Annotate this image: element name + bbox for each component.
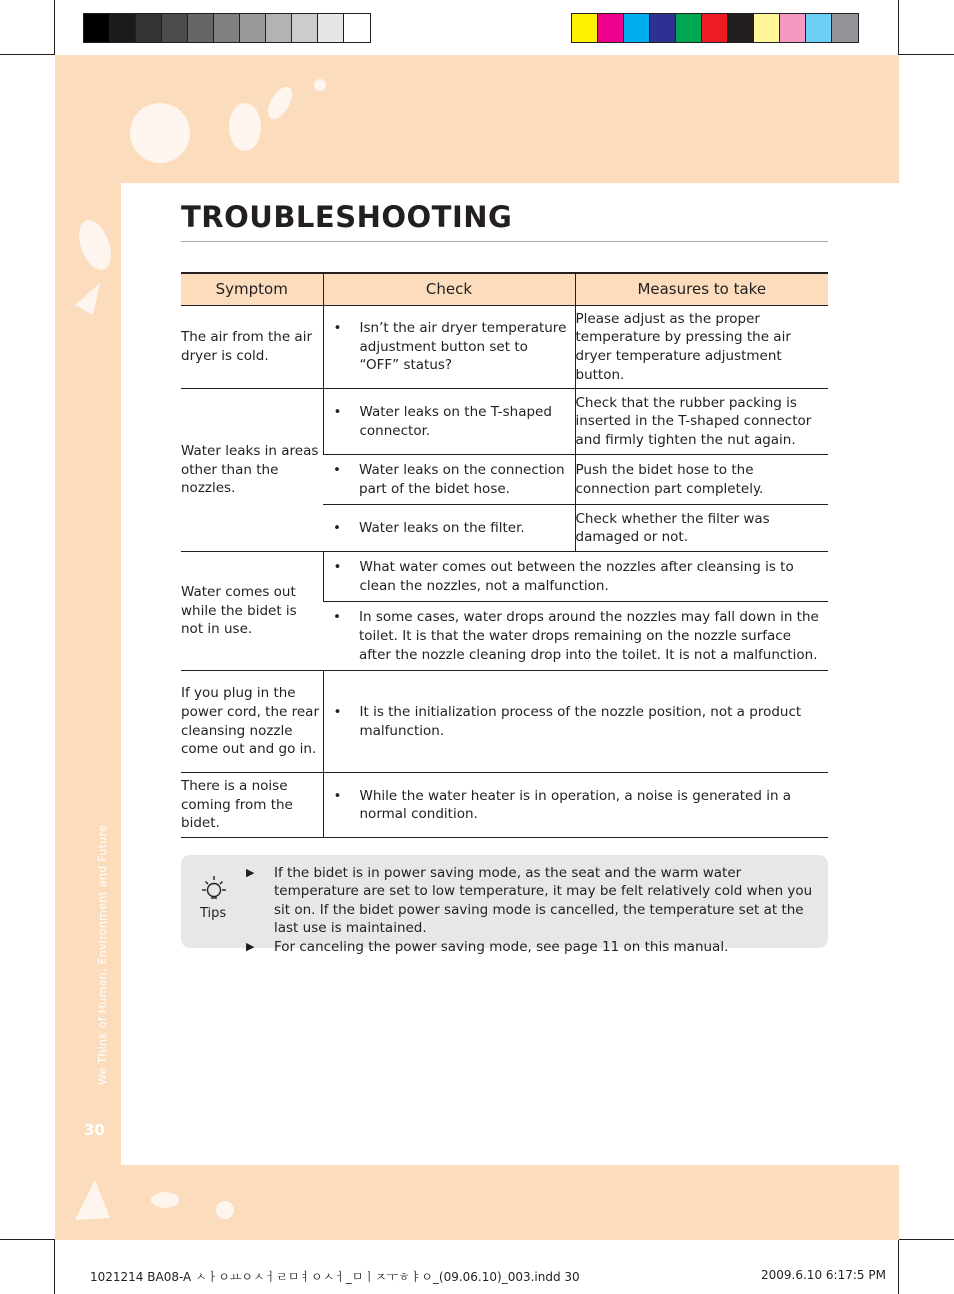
arrow-right-icon: ▶ (246, 866, 255, 879)
color-swatch (754, 14, 780, 42)
color-swatch (266, 14, 292, 42)
color-swatch (188, 14, 214, 42)
color-swatch (292, 14, 318, 42)
crop-mark (54, 1239, 55, 1294)
crop-mark (899, 54, 954, 55)
check-cell (323, 306, 575, 389)
color-bar (571, 13, 859, 43)
troubleshooting-table (181, 272, 828, 838)
bullet: • (333, 559, 342, 576)
check-cell (323, 552, 828, 602)
color-swatch (162, 14, 188, 42)
tips-label: Tips (200, 906, 227, 921)
check-text: In some cases, water drops around the nozzles may fall down in the toilet. It is that the water drops remaining on the nozzle surface after the nozzle cleaning drop into the toilet. It is not a malfunction. (359, 609, 819, 663)
measure-cell: Push the bidet hose to the connection part completely. (575, 455, 828, 505)
check-cell (323, 389, 575, 455)
bullet: • (333, 704, 342, 721)
color-swatch (84, 14, 110, 42)
arrow-right-icon: ▶ (246, 939, 255, 953)
color-swatch (240, 14, 266, 42)
page-title: TROUBLESHOOTING (181, 200, 513, 234)
tips-list (246, 864, 816, 956)
crop-mark (0, 54, 55, 55)
color-swatch (832, 14, 858, 42)
measure-cell: Check whether the filter was damaged or not. (575, 505, 828, 552)
tip-item (246, 938, 816, 956)
check-text: It is the initialization process of the nozzle position, not a product malfunction. (359, 704, 802, 739)
crop-mark (899, 1239, 954, 1240)
bullet: • (333, 320, 342, 337)
check-text: Water leaks on the filter. (359, 519, 525, 536)
crop-mark (898, 1239, 899, 1294)
bullet: • (333, 462, 341, 478)
print-timestamp: 2009.6.10 6:17:5 PM (761, 1268, 886, 1282)
table-row (181, 552, 828, 602)
color-swatch (598, 14, 624, 42)
color-swatch (344, 14, 370, 42)
color-swatch (572, 14, 598, 42)
check-text: While the water heater is in operation, a noise is generated in a normal condition. (359, 787, 792, 823)
tip-item (246, 864, 816, 938)
color-swatch (318, 14, 344, 42)
color-swatch (624, 14, 650, 42)
check-cell (323, 505, 575, 552)
table-row (181, 306, 828, 389)
color-swatch (780, 14, 806, 42)
tip-text: For canceling the power saving mode, see page 11 on this manual. (274, 938, 729, 955)
color-swatch (650, 14, 676, 42)
color-swatch (702, 14, 728, 42)
symptom-cell: Water leaks in areas other than the nozzles. (181, 389, 323, 552)
title-divider (181, 241, 828, 242)
bullet: • (333, 403, 342, 420)
decorative-motif-icon (55, 1160, 275, 1240)
lightbulb-icon (198, 874, 230, 906)
crop-mark (0, 1239, 55, 1240)
symptom-cell: There is a noise coming from the bidet. (181, 773, 323, 838)
check-cell (323, 455, 575, 505)
bullet: • (333, 787, 342, 804)
header-symptom: Symptom (181, 273, 323, 306)
grayscale-bar (83, 13, 371, 43)
table-row (181, 671, 828, 773)
check-cell (323, 602, 828, 671)
header-measures: Measures to take (575, 273, 828, 306)
color-swatch (728, 14, 754, 42)
measure-cell: Check that the rubber packing is inserted in the T-shaped connector and firmly tighten the nut again. (575, 389, 828, 455)
crop-mark (898, 0, 899, 55)
header-check: Check (323, 273, 575, 306)
color-swatch (676, 14, 702, 42)
check-cell (323, 671, 828, 773)
symptom-cell: The air from the air dryer is cold. (181, 306, 323, 389)
bullet: • (333, 609, 341, 626)
table-header-row (181, 273, 828, 306)
file-slug: 1021214 BA08-A ㅅㅏㅇㅛㅇㅅㅓㄹㅁㅕㅇㅅㅓ_ㅁㅣㅈㅜㅎㅑㅇ_(09.06.10)_003.indd 30 (90, 1270, 580, 1284)
table-row (181, 773, 828, 838)
color-swatch (806, 14, 832, 42)
check-text: Water leaks on the T-shaped connector. (359, 403, 552, 439)
check-text: Water leaks on the connection part of the bidet hose. (359, 462, 565, 497)
symptom-cell: Water comes out while the bidet is not in use. (181, 552, 323, 671)
side-tagline: We Think of Human, Environment and Future (96, 824, 109, 1085)
tip-text: If the bidet is in power saving mode, as the seat and the warm water temperature are set to low temperature, it may be felt relatively cold when you sit on. If the bidet power saving mode is cancelled, the temperature set at the last use is maintained. (274, 865, 813, 937)
color-swatch (214, 14, 240, 42)
check-cell (323, 773, 828, 838)
page-number: 30 (84, 1121, 105, 1139)
color-swatch (136, 14, 162, 42)
table-row (181, 389, 828, 455)
symptom-cell: If you plug in the power cord, the rear cleansing nozzle come out and go in. (181, 671, 323, 773)
check-text: What water comes out between the nozzles after cleansing is to clean the nozzles, not a malfunction. (359, 559, 794, 594)
color-swatch (110, 14, 136, 42)
check-text: Isn’t the air dryer temperature adjustment button set to “OFF” status? (359, 320, 567, 374)
bullet: • (333, 519, 341, 536)
measure-cell: Please adjust as the proper temperature by pressing the air dryer temperature adjustment button. (575, 306, 828, 389)
crop-mark (54, 0, 55, 55)
